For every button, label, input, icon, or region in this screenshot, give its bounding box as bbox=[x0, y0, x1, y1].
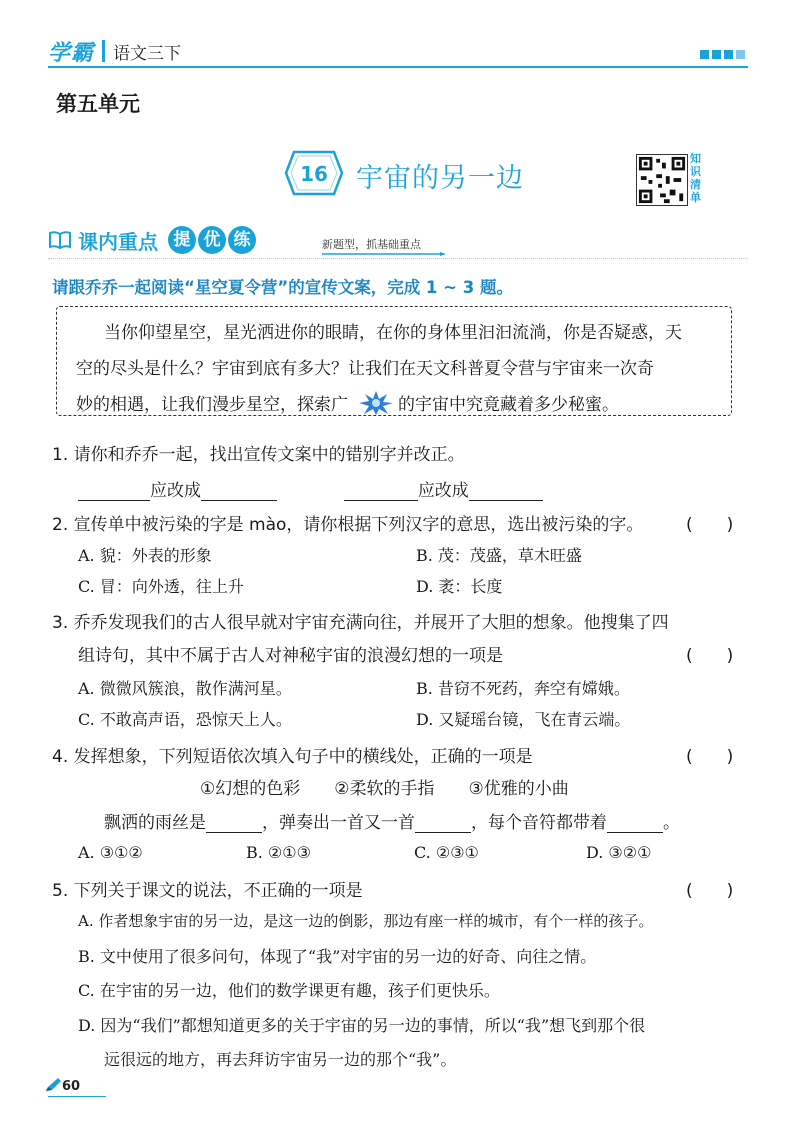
brand-logo bbox=[48, 34, 181, 68]
q4-sentence bbox=[104, 808, 680, 833]
brand-divider bbox=[102, 40, 105, 62]
brand-name: 学霸 bbox=[48, 40, 95, 66]
q3-option-a[interactable]: A. 微微风簇浪，散作满河星。 bbox=[78, 679, 292, 698]
q4-option-d[interactable]: D. ③②① bbox=[586, 843, 652, 862]
q1-fill-row bbox=[78, 476, 543, 501]
q1-fill-b: 应改成 bbox=[417, 481, 469, 501]
passage-line-3a: 妙的相遇，让我们漫步星空，探索广 bbox=[76, 395, 348, 415]
question-4: 4. 发挥想象，下列短语依次填入句子中的横线处，正确的一项是 bbox=[52, 747, 533, 767]
unit-title: 第五单元 bbox=[56, 91, 140, 116]
lesson-number: 16 bbox=[300, 162, 328, 186]
section-badges bbox=[168, 226, 256, 254]
lesson-number-badge bbox=[284, 150, 344, 196]
footer-rule bbox=[48, 1096, 106, 1097]
q5-option-c[interactable]: C. 在宇宙的另一边，他们的数学课更有趣，孩子们更快乐。 bbox=[78, 981, 500, 1000]
badge-lian: 练 bbox=[228, 226, 256, 254]
q1-blank-3[interactable] bbox=[344, 500, 418, 501]
section-heading bbox=[48, 224, 256, 256]
q5-option-d-line-1[interactable]: D. 因为“我们”都想知道更多的关于宇宙的另一边的事情，所以“我”想飞到那个很 bbox=[78, 1016, 646, 1035]
badge-ti: 提 bbox=[168, 226, 196, 254]
q3-option-d[interactable]: D. 又疑瑶台镜，飞在青云端。 bbox=[416, 710, 631, 729]
qr-label: 知识清单 bbox=[690, 152, 701, 204]
q1-blank-1[interactable] bbox=[78, 500, 150, 501]
ink-stain-icon bbox=[358, 390, 394, 416]
instruction: 请跟乔乔一起阅读“星空夏令营”的宣传文案，完成 1 ~ 3 题。 bbox=[52, 278, 513, 297]
q5-option-a[interactable]: A. 作者想象宇宙的另一边，是这一边的倒影，那边有座一样的城市，有个一样的孩子。 bbox=[78, 912, 654, 930]
q4-option-b[interactable]: B. ②①③ bbox=[246, 843, 311, 862]
q3-option-b[interactable]: B. 昔窃不死药，奔空有嫦娥。 bbox=[416, 679, 630, 698]
q2-option-b[interactable]: B. 茂：茂盛，草木旺盛 bbox=[416, 546, 582, 565]
q4-sentence-a: 飘洒的雨丝是 bbox=[104, 813, 206, 833]
q2-option-a[interactable]: A. 貌：外表的形象 bbox=[78, 546, 212, 565]
q4-phrases: ①幻想的色彩 ②柔软的手指 ③优雅的小曲 bbox=[200, 779, 569, 799]
q5-option-b[interactable]: B. 文中使用了很多问句，体现了“我”对宇宙的另一边的好奇、向往之情。 bbox=[78, 947, 597, 966]
q2-option-d[interactable]: D. 袤：长度 bbox=[416, 577, 503, 596]
badge-you: 优 bbox=[198, 226, 226, 254]
passage-line-2: 空的尽头是什么？宇宙到底有多大？让我们在天文科普夏令营与宇宙来一次奇 bbox=[76, 359, 654, 379]
q1-blank-2[interactable] bbox=[201, 500, 277, 501]
question-3-line-1: 3. 乔乔发现我们的古人很早就对宇宙充满向往，并展开了大胆的想象。他搜集了四 bbox=[52, 613, 669, 633]
q4-blank-1[interactable] bbox=[206, 832, 262, 833]
q2-answer-paren[interactable]: ( ) bbox=[686, 515, 734, 535]
header-rule bbox=[48, 66, 748, 68]
q4-blank-3[interactable] bbox=[607, 832, 663, 833]
q1-fill-a: 应改成 bbox=[150, 481, 201, 501]
q3-answer-paren[interactable]: ( ) bbox=[686, 646, 734, 666]
q4-sentence-d: 。 bbox=[663, 813, 680, 833]
q4-answer-paren[interactable]: ( ) bbox=[686, 747, 734, 767]
qr-code-icon[interactable] bbox=[636, 154, 688, 206]
section-note: 新题型，抓基础重点 bbox=[322, 238, 421, 251]
book-title: 语文三下 bbox=[113, 43, 182, 64]
q4-option-a[interactable]: A. ③①② bbox=[78, 843, 143, 862]
q4-sentence-b: ，弹奏出一首又一首 bbox=[262, 813, 415, 833]
header-squares-icon bbox=[700, 50, 745, 59]
passage-line-3b: 的宇宙中究竟藏着多少秘蜜。 bbox=[398, 395, 619, 415]
passage-line-1: 当你仰望星空，星光洒进你的眼睛，在你的身体里汩汩流淌，你是否疑惑，天 bbox=[104, 323, 682, 343]
q2-option-c[interactable]: C. 冒：向外透，往上升 bbox=[78, 577, 244, 596]
section-title: 课内重点 bbox=[78, 229, 158, 254]
q5-option-d-line-2: 远很远的地方，再去拜访宇宙另一边的那个“我”。 bbox=[104, 1050, 457, 1069]
q4-sentence-c: ，每个音符都带着 bbox=[471, 813, 607, 833]
section-divider bbox=[48, 258, 748, 259]
q4-option-c[interactable]: C. ②③① bbox=[414, 843, 479, 862]
q1-blank-4[interactable] bbox=[469, 500, 543, 501]
pencil-icon bbox=[44, 1077, 62, 1093]
q3-option-c[interactable]: C. 不敢高声语，恐惊天上人。 bbox=[78, 710, 292, 729]
lesson-title: 宇宙的另一边 bbox=[356, 163, 524, 194]
question-5: 5. 下列关于课文的说法，不正确的一项是 bbox=[52, 881, 363, 901]
question-3-line-2: 组诗句，其中不属于古人对神秘宇宙的浪漫幻想的一项是 bbox=[78, 646, 503, 666]
question-2: 2. 宣传单中被污染的字是 mào，请你根据下列汉字的意思，选出被污染的字。 bbox=[52, 515, 644, 535]
book-icon bbox=[48, 230, 72, 250]
q4-blank-2[interactable] bbox=[415, 832, 471, 833]
question-1: 1. 请你和乔乔一起，找出宣传文案中的错别字并改正。 bbox=[52, 445, 465, 465]
arrow-icon bbox=[322, 252, 446, 256]
q5-answer-paren[interactable]: ( ) bbox=[686, 881, 734, 901]
page-number: 60 bbox=[62, 1079, 81, 1094]
